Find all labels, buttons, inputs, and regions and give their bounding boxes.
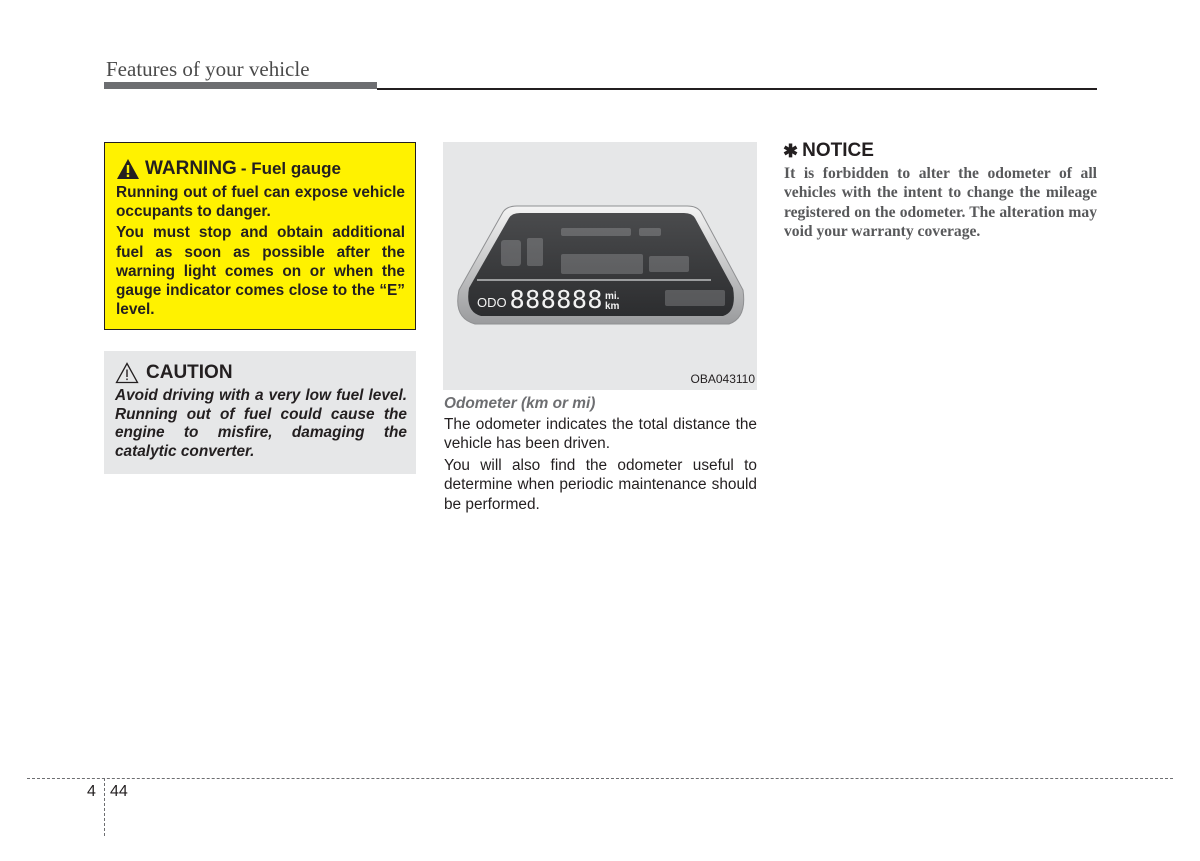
- header-rule-thick: [104, 82, 377, 89]
- page-number: 44: [110, 783, 128, 800]
- warning-title: WARNING: [145, 158, 237, 179]
- odometer-paragraph: You will also find the odometer useful to determine when periodic maintenance should be performed.: [444, 457, 757, 513]
- odo-digits: 888888: [509, 285, 603, 314]
- page-header-title: Features of your vehicle: [106, 57, 310, 81]
- notice-heading: [783, 140, 874, 162]
- warning-heading: [116, 157, 405, 181]
- odometer-paragraph: The odometer indicates the total distance the vehicle has been driven.: [444, 416, 757, 453]
- unit-km: km: [604, 301, 620, 312]
- warning-paragraph: You must stop and obtain additional fuel as soon as possible after the warning light comes on or when the gauge indicator comes close to the “E” level.: [116, 224, 405, 319]
- caution-text: Avoid driving with a very low fuel level. Running out of fuel could cause the engine to misfire, damaging the catalytic converter.: [115, 387, 407, 460]
- odo-label: ODO: [477, 295, 507, 310]
- caution-heading: [115, 360, 407, 386]
- odo-units: [605, 292, 619, 312]
- caution-box: [104, 351, 416, 474]
- odometer-display-illustration: [443, 142, 757, 390]
- warning-subtitle: - Fuel gauge: [240, 159, 341, 178]
- warning-paragraph: Running out of fuel can expose vehicle occupants to danger.: [116, 184, 405, 221]
- figure-code: OBA043110: [690, 372, 755, 386]
- odometer-figure: [443, 142, 757, 390]
- notice-text: It is forbidden to alter the odometer of all vehicles with the intent to change the mileage registered on the odometer. The alteration may void your warranty coverage.: [784, 165, 1097, 240]
- figure-caption: Odometer (km or mi): [444, 395, 596, 412]
- asterisk-icon: ✱: [783, 140, 799, 161]
- caution-triangle-icon: [115, 362, 139, 384]
- warning-box: [104, 142, 416, 330]
- footer-rule: [27, 778, 1173, 779]
- warning-triangle-icon: [116, 158, 140, 180]
- notice-title: NOTICE: [802, 140, 874, 161]
- footer-divider: [104, 778, 105, 836]
- unit-mi: mi.: [604, 291, 620, 302]
- header-rule-thin: [377, 88, 1097, 90]
- chapter-number: 4: [87, 783, 96, 800]
- caution-title: CAUTION: [146, 362, 233, 383]
- odometer-readout: [477, 285, 620, 314]
